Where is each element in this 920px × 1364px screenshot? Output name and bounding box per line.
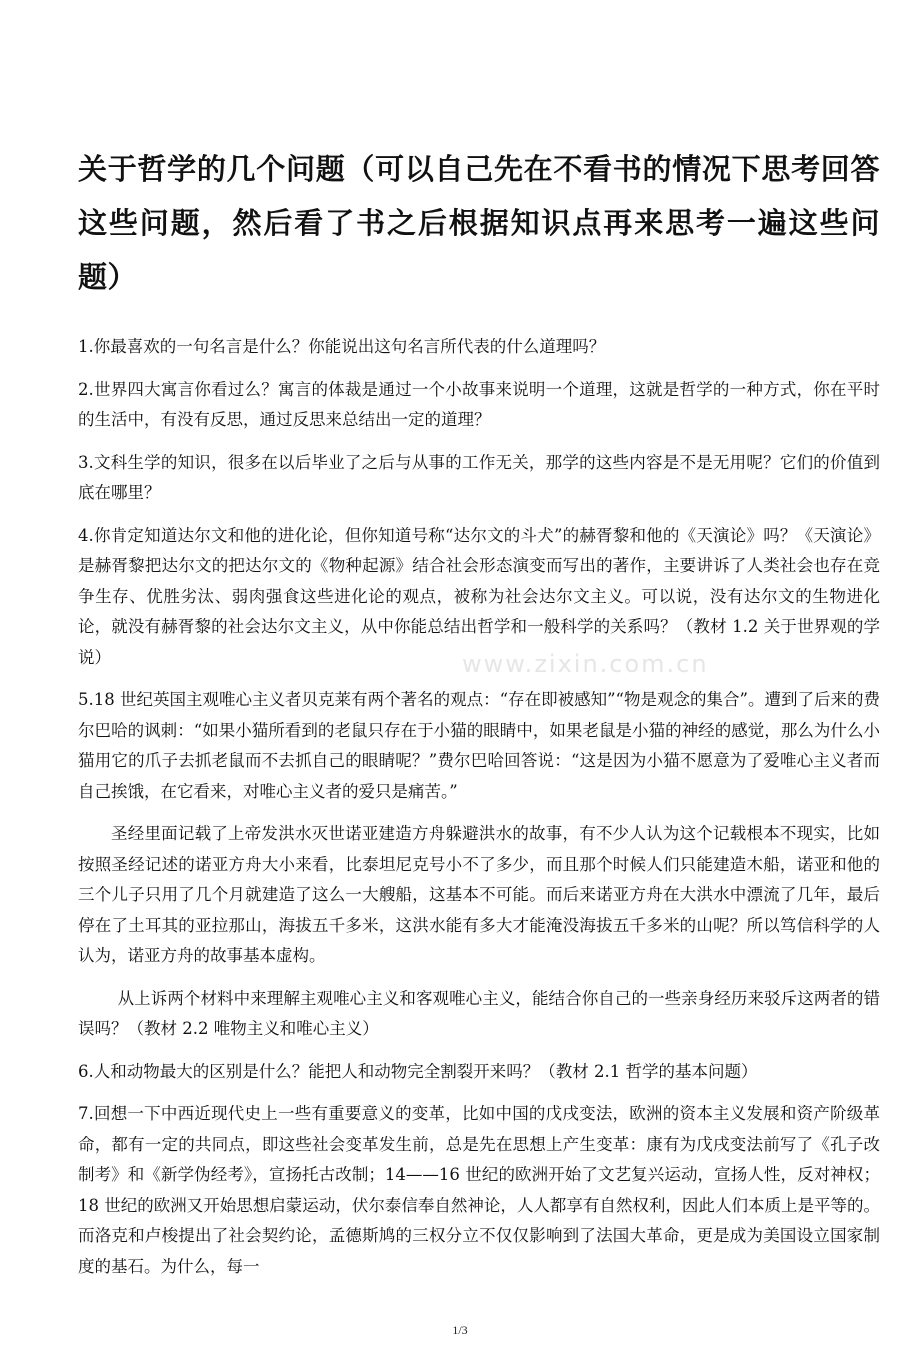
question-3: 3.文科生学的知识，很多在以后毕业了之后与从事的工作无关，那学的这些内容是不是无用呢？它们的价值到底在哪里？ [78, 452, 880, 502]
question-1: 1.你最喜欢的一句名言是什么？你能说出这句名言所代表的什么道理吗？ [78, 337, 606, 356]
document-page [78, 142, 880, 1294]
question-7: 7.回想一下中西近现代史上一些有重要意义的变革，比如中国的戊戌变法，欧洲的资本主义发展和资产阶级革命，都有一定的共同点，即这些社会变革发生前，总是先在思想上产生变革：康有为戊戌变法前写了《孔子改制考》和《新学伪经考》，宣扬托古改制；14——16 世纪的欧洲开始了文艺复兴运动，宣扬人性，反对神权；18 世纪的欧洲又开始思想启蒙运动，伏尔泰信奉自然神论，人人都享有自然权利，因此人们本质上是平等的。而洛克和卢梭提出了社会契约论，孟德斯鸠的三权分立不仅仅影响到了法国大革命，更是成为美国设立国家制度的基石。为什么，每一 [78, 1104, 880, 1276]
document-title: 关于哲学的几个问题（可以自己先在不看书的情况下思考回答这些问题，然后看了书之后根据知识点再来思考一遍这些问题） [78, 152, 880, 294]
question-5: 5.18 世纪英国主观唯心主义者贝克莱有两个著名的观点：“存在即被感知”“物是观念的集合”。遭到了后来的费尔巴哈的讽刺：“如果小猫所看到的老鼠只存在于小猫的眼睛中，如果老鼠是小猫的神经的感觉，那么为什么小猫用它的爪子去抓老鼠而不去抓自己的眼睛呢？”费尔巴哈回答说：“这是因为小猫不愿意为了爱唯心主义者而自己挨饿，在它看来，对唯心主义者的爱只是痛苦。” [78, 690, 880, 801]
question-6: 6.人和动物最大的区别是什么？能把人和动物完全割裂开来吗？（教材 2.1 哲学的基本问题） [78, 1061, 758, 1081]
question-5-material-2: 圣经里面记载了上帝发洪水灭世诺亚建造方舟躲避洪水的故事，有不少人认为这个记载根本不现实，比如按照圣经记述的诺亚方舟大小来看，比泰坦尼克号小不了多少，而且那个时候人们只能建造木船，诺亚和他的三个儿子只用了几个月就建造了这么一大艘船，这基本不可能。而后来诺亚方舟在大洪水中漂流了几年，最后停在了土耳其的亚拉那山，海拔五千多米，这洪水能有多大才能淹没海拔五千多米的山呢？所以笃信科学的人认为，诺亚方舟的故事基本虚构。 [78, 824, 880, 965]
question-5-prompt: 从上诉两个材料中来理解主观唯心主义和客观唯心主义，能结合你自己的一些亲身经历来驳斥这两者的错误吗？（教材 2.2 唯物主义和唯心主义） [78, 988, 880, 1038]
question-4: 4.你肯定知道达尔文和他的进化论，但你知道号称“达尔文的斗犬”的赫胥黎和他的《天演论》吗？《天演论》是赫胥黎把达尔文的把达尔文的《物种起源》结合社会形态演变而写出的著作，主要讲诉了人类社会也存在竞争生存、优胜劣汰、弱肉强食这些进化论的观点，被称为社会达尔文主义。可以说，没有达尔文的生物进化论，就没有赫胥黎的社会达尔文主义，从中你能总结出哲学和一般科学的关系吗？（教材 1.2 关于世界观的学说） [78, 525, 880, 667]
watermark: www.zixin.com.cn [462, 650, 709, 678]
question-2: 2.世界四大寓言你看过么？寓言的体裁是通过一个小故事来说明一个道理，这就是哲学的一种方式，你在平时的生活中，有没有反思，通过反思来总结出一定的道理？ [78, 379, 880, 429]
page-number: 1/3 [452, 1323, 468, 1337]
